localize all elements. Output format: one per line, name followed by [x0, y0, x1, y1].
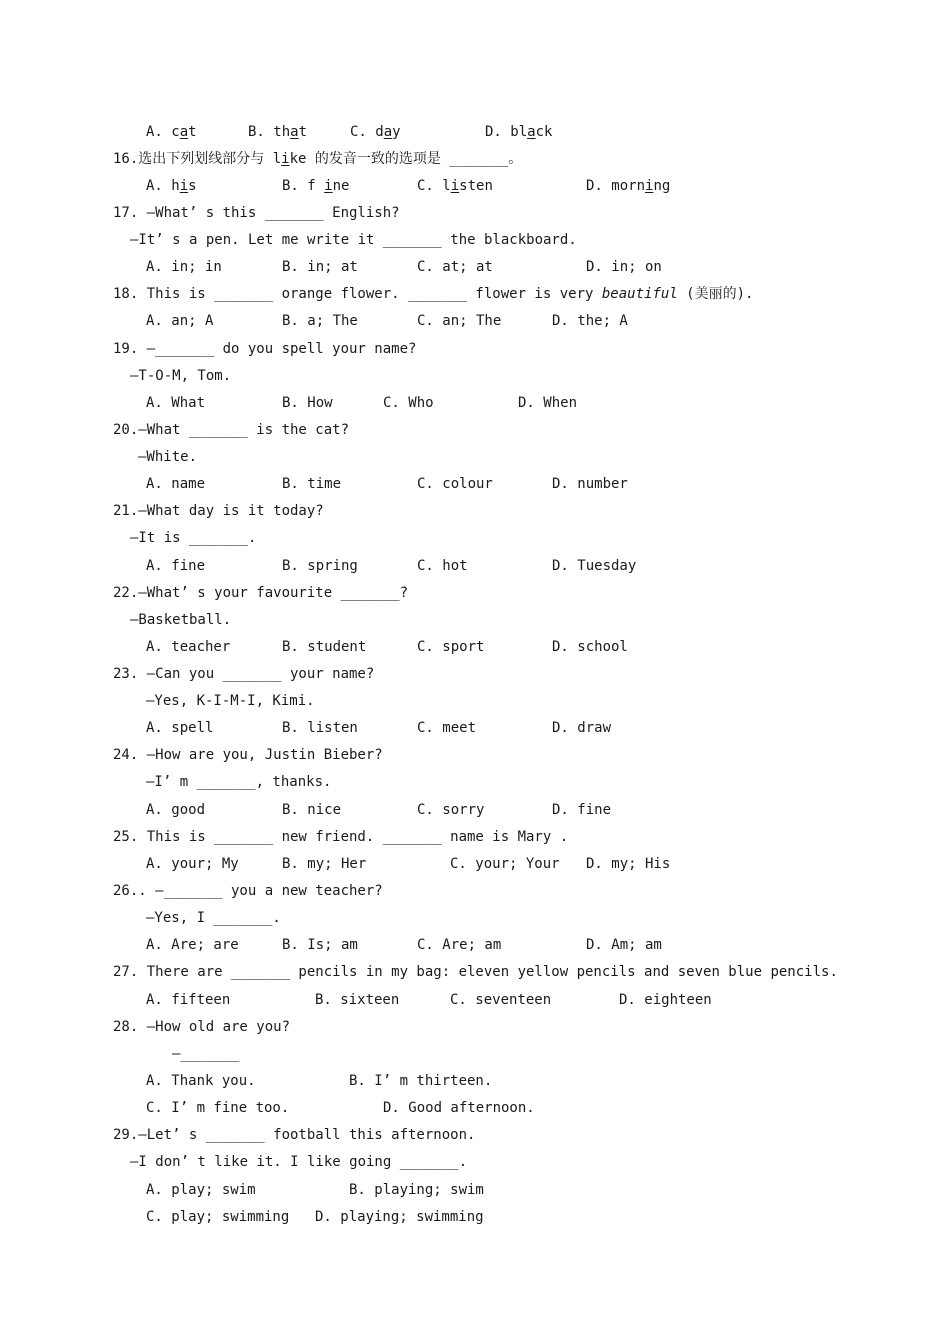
text-segment: C. sport	[417, 639, 485, 655]
option-d	[315, 1207, 484, 1227]
text-segment: —T-O-M, Tom.	[130, 368, 232, 384]
text-segment: A. play; swim	[146, 1182, 256, 1198]
underlined-letter: i	[645, 178, 654, 194]
text-segment: s	[188, 178, 197, 194]
option-a	[146, 556, 205, 576]
text-segment: A. good	[146, 802, 206, 818]
answer-line	[130, 1152, 467, 1172]
text-segment: t	[188, 124, 197, 140]
text-segment: —_______	[172, 1046, 240, 1062]
option-d	[552, 800, 611, 820]
text-segment: D. in; on	[586, 259, 662, 275]
question-29	[113, 1125, 475, 1145]
text-segment: B. Is; am	[282, 937, 358, 953]
option-a	[146, 1071, 256, 1091]
text-segment: A. c	[146, 124, 180, 140]
option-c	[146, 1207, 289, 1227]
text-segment: D. my; His	[586, 856, 671, 872]
text-segment: 16.选出下列划线部分与 l	[113, 151, 282, 167]
text-segment: C. your; Your	[450, 856, 560, 872]
option-b	[282, 176, 349, 196]
option-a	[146, 311, 213, 331]
text-segment: B. sixteen	[315, 992, 400, 1008]
text-segment: 19. —_______ do you spell your name?	[113, 341, 417, 357]
text-segment: A. name	[146, 476, 206, 492]
text-segment: —I don’ t like it. I like going _______.	[130, 1154, 468, 1170]
option-b	[282, 311, 358, 331]
text-segment: —White.	[138, 449, 198, 465]
text-segment: B. I’ m thirteen.	[349, 1073, 493, 1089]
text-segment: A. your; My	[146, 856, 239, 872]
text-segment: D. Tuesday	[552, 558, 637, 574]
text-segment: C. an; The	[417, 313, 502, 329]
option-a	[146, 393, 205, 413]
option-b	[282, 393, 333, 413]
text-segment: B. time	[282, 476, 342, 492]
option-b	[248, 122, 307, 142]
option-d	[552, 311, 628, 331]
text-segment: B. spring	[282, 558, 358, 574]
option-c	[350, 122, 401, 142]
text-segment: B. my; Her	[282, 856, 367, 872]
text-segment: —I’ m _______, thanks.	[146, 774, 332, 790]
answer-line	[138, 447, 197, 467]
text-segment: B. listen	[282, 720, 358, 736]
text-segment: D. playing; swimming	[315, 1209, 484, 1225]
question-17	[113, 203, 400, 223]
text-segment: C. colour	[417, 476, 493, 492]
text-segment: y	[392, 124, 401, 140]
option-b	[282, 935, 358, 955]
answer-line	[130, 610, 231, 630]
text-segment: ck	[535, 124, 553, 140]
answer-line	[146, 691, 315, 711]
underlined-letter: i	[179, 178, 189, 194]
text-segment: C. play; swimming	[146, 1209, 290, 1225]
option-c	[383, 393, 434, 413]
text-segment: —Yes, I _______.	[146, 910, 281, 926]
option-d	[552, 718, 611, 738]
text-segment: A. Are; are	[146, 937, 239, 953]
text-segment: ng	[653, 178, 671, 194]
answer-line	[130, 528, 256, 548]
text-segment: 27. There are _______ pencils in my bag: eleven yellow pencils and seven blue pencils.	[113, 964, 838, 980]
option-c	[450, 854, 560, 874]
text-segment: A. h	[146, 178, 180, 194]
option-d	[552, 474, 628, 494]
text-segment: —Basketball.	[130, 612, 232, 628]
option-a	[146, 474, 205, 494]
text-segment: sten	[459, 178, 493, 194]
option-d	[619, 990, 712, 1010]
question-23	[113, 664, 374, 684]
text-segment: 26.. —_______ you a new teacher?	[113, 883, 383, 899]
option-b	[282, 718, 358, 738]
underlined-letter: i	[450, 178, 460, 194]
text-segment: D. eighteen	[619, 992, 712, 1008]
text-segment: 21.—What day is it today?	[113, 503, 324, 519]
option-c	[417, 257, 493, 277]
text-segment: t	[298, 124, 308, 140]
option-a	[146, 990, 230, 1010]
option-c	[450, 990, 551, 1010]
text-segment: 23. —Can you _______ your name?	[113, 666, 375, 682]
text-segment: A. an; A	[146, 313, 214, 329]
option-a	[146, 122, 197, 142]
answer-line	[146, 908, 281, 928]
text-segment: C. seventeen	[450, 992, 552, 1008]
answer-line	[130, 230, 577, 250]
option-d	[552, 556, 636, 576]
option-a	[146, 800, 205, 820]
text-segment: B. f	[282, 178, 325, 194]
option-a	[146, 935, 239, 955]
text-segment: C. sorry	[417, 802, 485, 818]
option-a	[146, 176, 197, 196]
text-segment: B. How	[282, 395, 333, 411]
option-c	[417, 556, 468, 576]
option-c	[417, 311, 501, 331]
question-21	[113, 501, 324, 521]
text-segment: A. spell	[146, 720, 214, 736]
option-b	[282, 257, 358, 277]
text-segment: 20.—What _______ is the cat?	[113, 422, 350, 438]
option-d	[485, 122, 552, 142]
option-c	[417, 474, 493, 494]
text-segment: B. playing; swim	[349, 1182, 484, 1198]
answer-line	[172, 1044, 239, 1064]
question-18	[113, 284, 753, 304]
text-segment: C. I’ m fine too.	[146, 1100, 290, 1116]
text-segment: ke 的发音一致的选项是 _______。	[289, 151, 523, 167]
option-b	[349, 1180, 484, 1200]
text-segment: D. school	[552, 639, 628, 655]
italic-word: beautiful	[601, 286, 678, 302]
option-b	[282, 556, 358, 576]
text-segment: 18. This is _______ orange flower. _______ flower is very	[113, 286, 602, 302]
underlined-letter: a	[179, 124, 189, 140]
option-c	[417, 718, 476, 738]
question-20	[113, 420, 349, 440]
option-d	[586, 854, 670, 874]
text-segment: 25. This is _______ new friend. _______ name is Mary .	[113, 829, 569, 845]
text-segment: C. Who	[383, 395, 434, 411]
text-segment: B. student	[282, 639, 367, 655]
option-b	[349, 1071, 492, 1091]
text-segment: B. th	[248, 124, 291, 140]
text-segment: D. Good afternoon.	[383, 1100, 535, 1116]
option-b	[282, 637, 366, 657]
text-segment: C. d	[350, 124, 384, 140]
text-segment: D. morn	[586, 178, 646, 194]
question-27	[113, 962, 838, 982]
answer-line	[130, 366, 231, 386]
text-segment: —Yes, K-I-M-I, Kimi.	[146, 693, 315, 709]
question-24	[113, 745, 383, 765]
text-segment: A. Thank you.	[146, 1073, 256, 1089]
option-d	[586, 176, 670, 196]
option-a	[146, 718, 213, 738]
text-segment: A. teacher	[146, 639, 231, 655]
text-segment: 24. —How are you, Justin Bieber?	[113, 747, 383, 763]
option-d	[586, 935, 662, 955]
question-26	[113, 881, 383, 901]
underlined-letter: a	[383, 124, 393, 140]
underlined-letter: i	[324, 178, 333, 194]
text-segment: A. in; in	[146, 259, 222, 275]
option-a	[146, 637, 230, 657]
underlined-letter: a	[290, 124, 299, 140]
underlined-letter: i	[281, 151, 290, 167]
option-c	[146, 1098, 289, 1118]
text-segment: D. bl	[485, 124, 528, 140]
text-segment: C. hot	[417, 558, 468, 574]
answer-line	[146, 772, 331, 792]
text-segment: D. the; A	[552, 313, 628, 329]
text-segment: 28. —How old are you?	[113, 1019, 291, 1035]
option-c	[417, 800, 484, 820]
text-segment: C. at; at	[417, 259, 493, 275]
option-c	[417, 637, 484, 657]
option-b	[282, 854, 366, 874]
text-segment: A. fine	[146, 558, 206, 574]
question-28	[113, 1017, 290, 1037]
text-segment: B. nice	[282, 802, 342, 818]
text-segment: D. fine	[552, 802, 612, 818]
text-segment: C. meet	[417, 720, 477, 736]
option-a	[146, 257, 222, 277]
option-a	[146, 854, 239, 874]
text-segment: 17. —What’ s this _______ English?	[113, 205, 400, 221]
option-c	[417, 176, 493, 196]
text-segment: B. in; at	[282, 259, 358, 275]
text-segment: —It’ s a pen. Let me write it _______ the blackboard.	[130, 232, 577, 248]
text-segment: B. a; The	[282, 313, 358, 329]
text-segment: D. number	[552, 476, 628, 492]
text-segment: D. draw	[552, 720, 612, 736]
option-b	[282, 474, 341, 494]
text-segment: ne	[332, 178, 350, 194]
option-d	[383, 1098, 535, 1118]
text-segment: A. fifteen	[146, 992, 231, 1008]
option-d	[586, 257, 662, 277]
question-25	[113, 827, 568, 847]
text-segment: 29.—Let’ s _______ football this afternoon.	[113, 1127, 476, 1143]
option-a	[146, 1180, 256, 1200]
option-b	[282, 800, 341, 820]
text-segment: C. Are; am	[417, 937, 502, 953]
text-segment: D. Am; am	[586, 937, 662, 953]
underlined-letter: a	[527, 124, 536, 140]
text-segment: C. l	[417, 178, 451, 194]
option-c	[417, 935, 501, 955]
text-segment: 22.—What’ s your favourite _______?	[113, 585, 409, 601]
question-16	[113, 149, 522, 169]
option-d	[518, 393, 577, 413]
text-segment: D. When	[518, 395, 578, 411]
option-d	[552, 637, 628, 657]
question-19	[113, 339, 416, 359]
text-segment: (美丽的).	[677, 286, 754, 302]
text-segment: —It is _______.	[130, 530, 257, 546]
option-b	[315, 990, 399, 1010]
text-segment: A. What	[146, 395, 206, 411]
question-22	[113, 583, 408, 603]
